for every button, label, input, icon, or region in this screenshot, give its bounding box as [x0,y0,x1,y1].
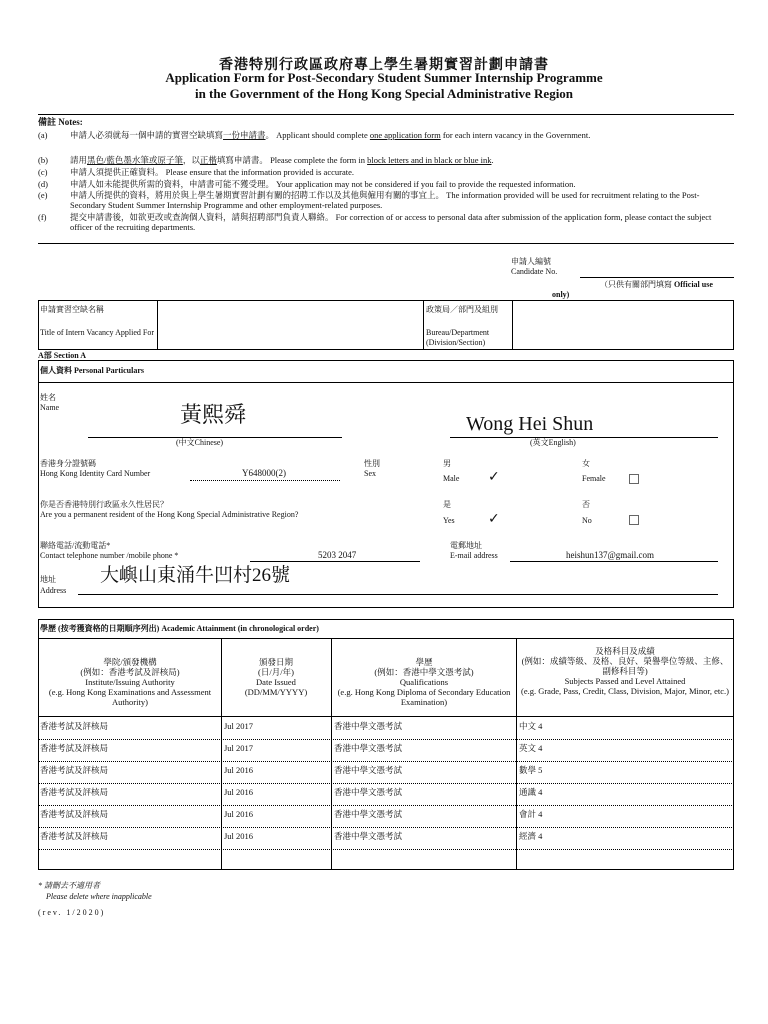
cell-subject[interactable]: 英文 4 [519,743,543,753]
note-e [38,190,734,212]
no-label-en: No [582,516,592,525]
col-header-subjects [520,646,730,696]
note-text: Please complete the form in [267,155,368,165]
note-text: 申請人必須就每一個申請的實習空缺填寫 [70,130,224,140]
col-header-en: Institute/Issuing Authority [85,677,175,687]
form-title-english-line1: Application Form for Post-Secondary Student Summer Internship Programme [165,70,603,85]
vacancy-title-input[interactable] [158,301,422,349]
cell-subject[interactable]: 數學 5 [519,765,543,775]
vacancy-title-zh: 申請實習空缺名稱 [40,305,104,314]
col-header-en2: (DD/MM/YYYY) [244,687,308,697]
male-label-zh: 男 [443,459,451,468]
male-checkbox[interactable]: ✓ [488,469,500,485]
note-text: for each intern vacancy in the Government. [440,130,591,140]
phone-label-zh: 聯絡電話/流動電話* [40,541,111,550]
note-text: 申請人須提供正確資料。 Please ensure that the information provided is accurate. [70,167,354,177]
note-text: 。 Applicant should complete [265,130,370,140]
col-header-zh: 學院/頒發機構 [103,657,157,667]
note-underlined: block letters and in black or blue ink [367,155,492,165]
col-header-zh2: (例如：香港考試及評核局) [80,667,180,677]
row-divider [38,739,734,740]
note-f [38,212,734,234]
footer-note-en: Please delete where inapplicable [46,892,152,901]
address-label-zh: 地址 [40,575,56,584]
note-b [38,155,734,166]
note-label: (b) [38,155,48,165]
name-label-zh: 姓名 [40,393,56,402]
cell-qualification[interactable]: 香港中學文憑考試 [334,765,403,775]
divider [516,638,517,870]
sex-label-zh: 性別 [364,459,380,468]
name-chinese-caption: (中文Chinese) [176,438,224,447]
note-text: 申請人如未能提供所需的資料，申請書可能不獲受理。 Your application may not be considered if you fail to provide the requested information. [70,179,576,189]
note-label: (a) [38,130,48,140]
cell-date[interactable]: Jul 2017 [224,721,254,731]
cell-institute[interactable]: 香港考試及評核局 [40,721,109,731]
hkid-label-en: Hong Kong Identity Card Number [40,469,151,478]
divider [38,382,734,383]
divider [38,114,734,115]
col-header-qualification [334,657,514,707]
note-text: 填寫申請書。 [216,155,268,165]
note-label: (e) [38,190,48,200]
cell-qualification[interactable]: 香港中學文憑考試 [334,809,403,819]
official-use-en2: only) [552,290,570,299]
hkid-value[interactable]: Y648000(2) [242,468,286,478]
permanent-resident-label-zh: 你是否香港特別行政區永久性居民？ [40,500,168,509]
phone-label-en: Contact telephone number /mobile phone * [40,551,179,560]
divider [38,716,734,717]
female-label-en: Female [582,474,606,483]
note-c [38,167,734,178]
name-english-line [450,437,718,438]
cell-institute[interactable]: 香港考試及評核局 [40,765,109,775]
row-divider [38,849,734,850]
name-chinese-value[interactable]: 黃熙舜 [180,402,247,427]
note-underlined: 黑色/藍色墨水筆或原子筆 [87,155,183,165]
cell-qualification[interactable]: 香港中學文憑考試 [334,721,403,731]
address-line [78,594,718,595]
official-use-note [600,280,713,290]
col-header-en: Subjects Passed and Level Attained [564,676,686,686]
col-header-en: Date Issued [256,677,296,687]
cell-qualification[interactable]: 香港中學文憑考試 [334,787,403,797]
col-header-en2: (e.g. Grade, Pass, Credit, Class, Division, Major, Minor, etc.) [520,686,729,696]
form-title-chinese: 香港特別行政區政府專上學生暑期實習計劃申請書 [219,58,549,73]
candidate-number-field[interactable] [580,277,734,278]
personal-heading: 個人資料 Personal Particulars [40,366,144,375]
divider [38,638,734,639]
col-header-zh2: (例如：成績等級、及格、良好、榮譽學位等級、主修、副修科目等) [521,656,729,676]
row-divider [38,761,734,762]
note-underlined: one application form [369,130,441,140]
hkid-line [190,480,340,481]
no-label-zh: 否 [582,500,590,509]
divider [331,638,332,870]
cell-qualification[interactable]: 香港中學文憑考試 [334,831,403,841]
note-text: 申請人所提供的資料，將用於與上學生暑期實習計劃有關的招聘工作以及其他與僱用有關的事宜上。 The information provided will be used for recruitment relating to the Post-Secondary Student Summer Internship Programme and other employment-related purposes. [70,190,700,210]
bureau-zh: 政策局／部門及組別 [426,305,498,314]
col-header-date [222,657,330,697]
email-label-en: E-mail address [450,551,498,560]
revision-label: (rev. 1/2020) [38,908,106,917]
col-header-zh: 頒發日期 [258,657,293,667]
note-text: ，以 [182,155,200,165]
cell-subject[interactable]: 通識 4 [519,787,543,797]
bureau-input[interactable] [513,301,733,349]
cell-subject[interactable]: 經濟 4 [519,831,543,841]
divider [38,243,734,244]
yes-label-en: Yes [443,516,455,525]
col-header-zh2: (例如：香港中學文憑考試) [374,667,474,677]
row-divider [38,805,734,806]
col-header-institute [40,657,220,707]
note-text: 提交申請書後，如欲更改或查詢個人資料，請與招聘部門負責人聯絡。 For correction of or access to personal data after submission of the application form, please contact the subject officer of the recruiting departments. [70,212,712,232]
name-label-en: Name [40,403,60,412]
official-use-zh: （只供有關部門填寫 [600,280,672,289]
cell-institute[interactable]: 香港考試及評核局 [40,831,109,841]
row-divider [38,783,734,784]
col-header-zh: 及格科目及成績 [595,646,655,656]
candidate-label-en: Candidate No. [511,267,558,276]
official-use-en: Official use [674,280,713,289]
male-label-en: Male [443,474,460,483]
cell-date[interactable]: Jul 2016 [224,787,254,797]
col-header-zh2: (日/月/年) [258,667,294,677]
cell-qualification[interactable]: 香港中學文憑考試 [334,743,403,753]
email-line [510,561,718,562]
section-a-label: A部 Section A [38,351,86,360]
cell-institute[interactable]: 香港考試及評核局 [40,809,109,819]
name-english-caption: (英文English) [530,438,576,447]
cell-date[interactable]: Jul 2016 [224,831,254,841]
form-title-english-line2: in the Government of the Hong Kong Special Administrative Region [194,86,574,101]
note-label: (c) [38,167,48,177]
name-english-value[interactable]: Wong Hei Shun [466,413,594,435]
cell-date[interactable]: Jul 2016 [224,765,254,775]
cell-institute[interactable]: 香港考試及評核局 [40,787,109,797]
note-label: (d) [38,179,48,189]
cell-institute[interactable]: 香港考試及評核局 [40,743,109,753]
footer-note-zh: * 請刪去不適用者 [38,881,100,890]
note-d [38,179,734,190]
address-value[interactable]: 大嶼山東涌牛凹村26號 [100,565,291,586]
note-text: 請用 [70,155,88,165]
col-header-zh: 學歷 [415,657,433,667]
candidate-label-zh: 申請人編號 [511,257,551,266]
sex-label-en: Sex [364,469,376,478]
no-checkbox[interactable] [629,515,639,525]
yes-checkbox[interactable]: ✓ [488,511,500,527]
cell-date[interactable]: Jul 2016 [224,809,254,819]
female-label-zh: 女 [582,459,590,468]
female-checkbox[interactable] [629,474,639,484]
note-a [38,130,734,152]
divider [423,300,424,350]
permanent-resident-label-en: Are you a permanent resident of the Hong Kong Special Administrative Region? [40,510,299,519]
yes-label-zh: 是 [443,500,451,509]
col-header-en2: (e.g. Hong Kong Examinations and Assessment Authority) [48,687,212,707]
notes-heading: 備註 Notes: [38,117,83,127]
note-text: . [491,155,494,165]
row-divider [38,827,734,828]
email-value[interactable]: heishun137@gmail.com [566,550,655,560]
cell-subject[interactable]: 中文 4 [519,721,543,731]
note-underlined: 正楷 [199,155,217,165]
phone-value[interactable]: 5203 2047 [318,550,357,560]
email-label-zh: 電郵地址 [450,541,482,550]
bureau-en: Bureau/Department (Division/Section) [426,328,490,347]
cell-date[interactable]: Jul 2017 [224,743,254,753]
note-label: (f) [38,212,47,222]
phone-line [250,561,420,562]
academic-heading: 學歷 (按考獲資格的日期順序列出) Academic Attainment (in chronological order) [40,624,319,633]
cell-subject[interactable]: 會計 4 [519,809,543,819]
col-header-en: Qualifications [399,677,449,687]
address-label-en: Address [40,586,67,595]
col-header-en2: (e.g. Hong Kong Diploma of Secondary Education Examination) [337,687,511,707]
vacancy-title-en: Title of Intern Vacancy Applied For [40,328,154,337]
hkid-label-zh: 香港身分證號碼 [40,459,96,468]
note-underlined: 一份申請書 [223,130,266,140]
